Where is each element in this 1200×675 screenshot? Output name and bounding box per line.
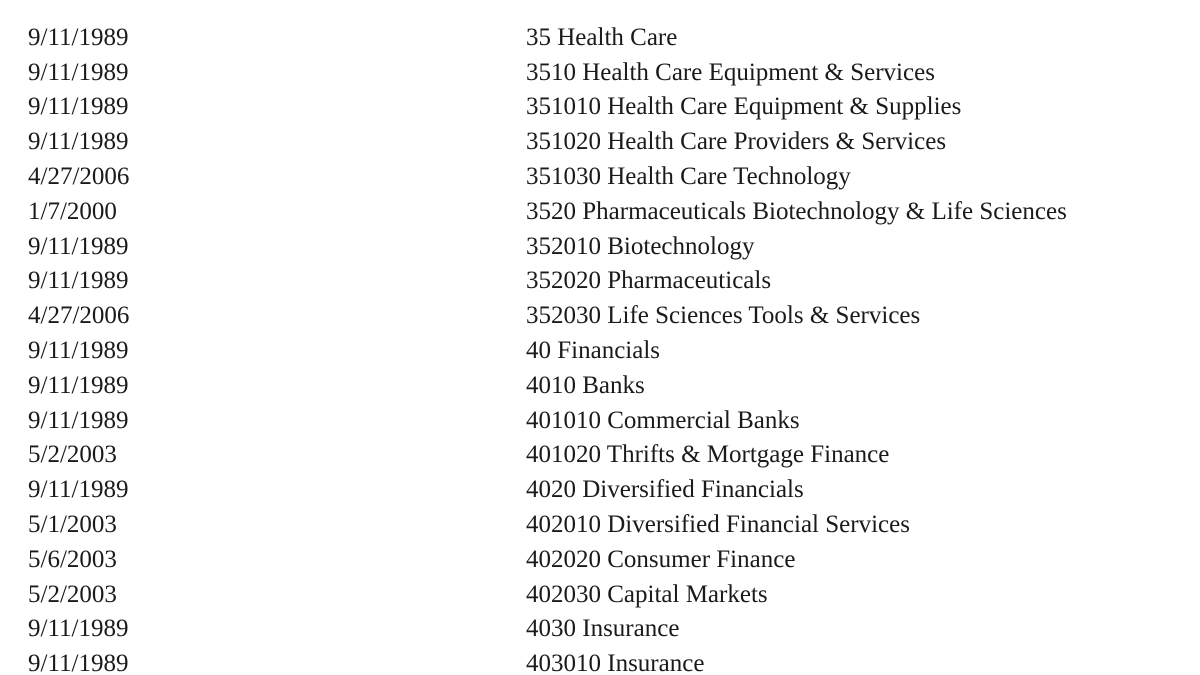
list-item <box>0 56 1200 91</box>
list-item <box>0 90 1200 125</box>
list-item <box>0 612 1200 647</box>
industry-classification: 351020 Health Care Providers & Services <box>526 128 947 156</box>
effective-date: 9/11/1989 <box>28 267 129 295</box>
list-item <box>0 334 1200 369</box>
industry-classification: 402020 Consumer Finance <box>526 545 796 573</box>
industry-classification: 402030 Capital Markets <box>526 580 768 608</box>
effective-date: 9/11/1989 <box>28 23 129 51</box>
effective-date: 5/1/2003 <box>28 510 117 538</box>
effective-date: 9/11/1989 <box>28 650 129 675</box>
list-item <box>0 647 1200 675</box>
industry-classification: 352020 Pharmaceuticals <box>526 267 772 295</box>
list-item <box>0 125 1200 160</box>
list-item <box>0 473 1200 508</box>
industry-classification: 4020 Diversified Financials <box>526 476 804 504</box>
industry-classification: 352030 Life Sciences Tools & Services <box>526 302 921 330</box>
list-item <box>0 438 1200 473</box>
effective-date: 4/27/2006 <box>28 162 130 190</box>
industry-classification: 4010 Banks <box>526 371 645 399</box>
effective-date: 1/7/2000 <box>28 197 117 225</box>
industry-classification: 403010 Insurance <box>526 650 705 675</box>
list-item <box>0 508 1200 543</box>
list-item <box>0 0 1200 21</box>
list-item <box>0 578 1200 613</box>
industry-classification: 40 Financials <box>526 336 661 364</box>
list-item <box>0 264 1200 299</box>
list-item <box>0 195 1200 230</box>
effective-date: 9/11/1989 <box>28 128 129 156</box>
effective-date: 5/6/2003 <box>28 545 117 573</box>
industry-classification: 401010 Commercial Banks <box>526 406 800 434</box>
effective-date: 9/11/1989 <box>28 371 129 399</box>
list-item <box>0 21 1200 56</box>
effective-date: 9/11/1989 <box>28 58 129 86</box>
industry-classification: 35 Health Care <box>526 23 678 51</box>
industry-classification: 3520 Pharmaceuticals Biotechnology & Life Sciences <box>526 197 1067 225</box>
list-item <box>0 404 1200 439</box>
effective-date: 5/2/2003 <box>28 580 117 608</box>
industry-classification: 401020 Thrifts & Mortgage Finance <box>526 441 890 469</box>
industry-classification: 4030 Insurance <box>526 615 680 643</box>
effective-date: 9/11/1989 <box>28 406 129 434</box>
list-item <box>0 299 1200 334</box>
list-item <box>0 369 1200 404</box>
list-item <box>0 160 1200 195</box>
industry-classification: 351010 Health Care Equipment & Supplies <box>526 93 962 121</box>
industry-classification: 402010 Diversified Financial Services <box>526 510 910 538</box>
effective-date: 9/11/1989 <box>28 93 129 121</box>
industry-classification: 3510 Health Care Equipment & Services <box>526 58 935 86</box>
effective-date: 9/11/1989 <box>28 336 129 364</box>
industry-classification: 352010 Biotechnology <box>526 232 755 260</box>
list-item <box>0 230 1200 265</box>
effective-date: 4/27/2006 <box>28 302 130 330</box>
industry-classification: 351030 Health Care Technology <box>526 162 851 190</box>
list-item <box>0 543 1200 578</box>
effective-date: 9/11/1989 <box>28 232 129 260</box>
effective-date: 5/2/2003 <box>28 441 117 469</box>
effective-date: 9/11/1989 <box>28 476 129 504</box>
effective-date: 9/11/1989 <box>28 615 129 643</box>
